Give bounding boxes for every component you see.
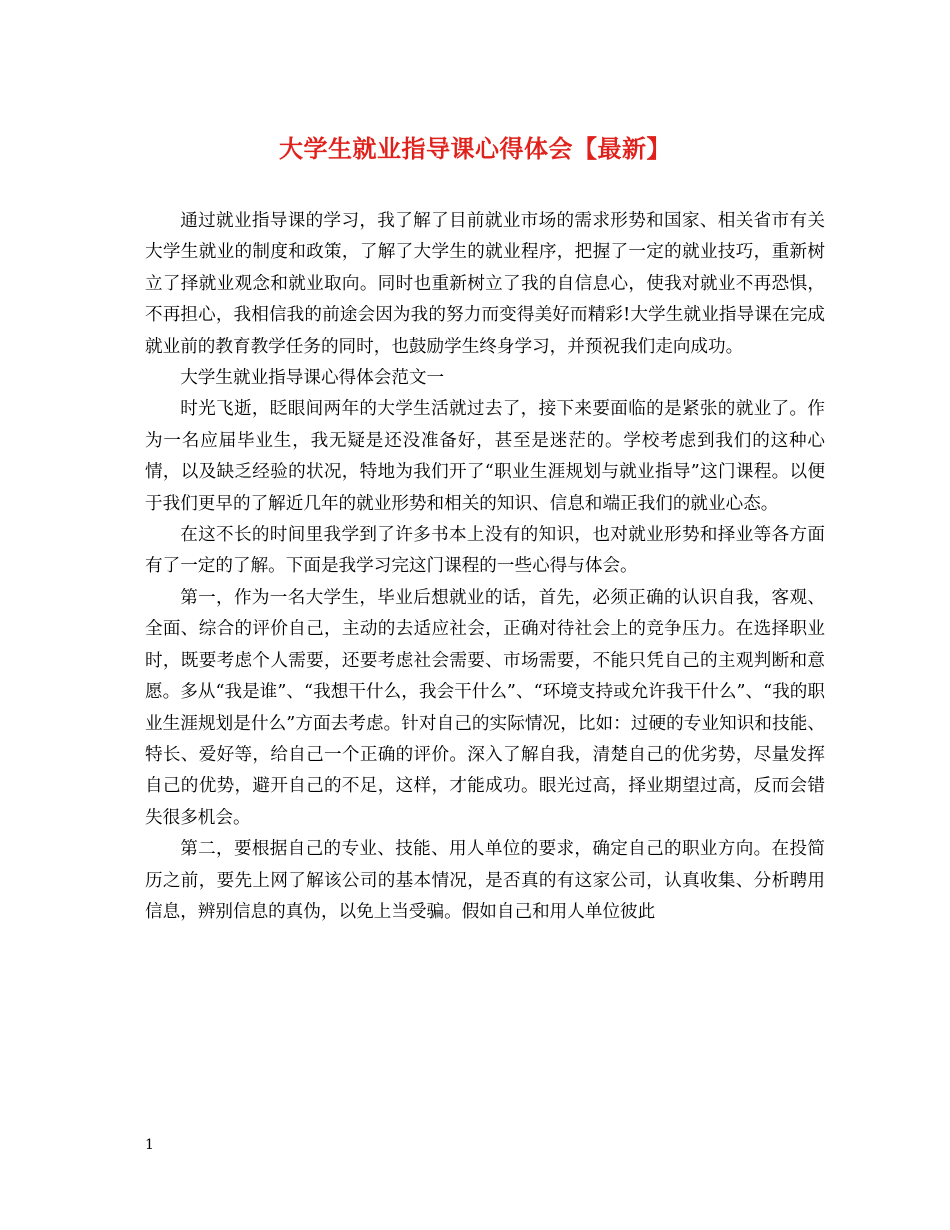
paragraph-time-flies: 时光飞逝，眨眼间两年的大学生活就过去了，接下来要面临的是紧张的就业了。作为一名应届毕业生，我无疑是还没准备好，甚至是迷茫的。学校考虑到我们的这种心情，以及缺乏经验的状况，特地为我们开了“职业生涯规划与就业指导”这门课程。以便于我们更早的了解近几年的就业形势和相关的知识、信息和端正我们的就业心态。 bbox=[145, 399, 825, 514]
paragraph-second-point: 第二，要根据自己的专业、技能、用人单位的要求，确定自己的职业方向。在投简历之前，要先上网了解该公司的基本情况，是否真的有这家公司，认真收集、分析聘用信息，辨别信息的真伪，以免上当受骗。假如自己和用人单位彼此 bbox=[145, 839, 825, 922]
document-body bbox=[145, 206, 825, 928]
paragraph-subheading: 大学生就业指导课心得体会范文一 bbox=[180, 368, 445, 389]
paragraph-learned: 在这不长的时间里我学到了许多书本上没有的知识，也对就业形势和择业等各方面有了一定的了解。下面是我学习完这门课程的一些心得与体会。 bbox=[145, 525, 825, 577]
page-number: 1 bbox=[145, 1137, 154, 1153]
paragraph-first-point: 第一，作为一名大学生，毕业后想就业的话，首先，必须正确的认识自我，客观、全面、综合的评价自己，主动的去适应社会，正确对待社会上的竞争压力。在选择职业时，既要考虑个人需要，还要考虑社会需要、市场需要，不能只凭自己的主观判断和意愿。多从“我是谁”、“我想干什么，我会干什么”、“环境支持或允许我干什么”、“我的职业生涯规划是什么”方面去考虑。针对自己的实际情况，比如：过硬的专业知识和技能、特长、爱好等，给自己一个正确的评价。深入了解自我，清楚自己的优劣势，尽量发挥自己的优势，避开自己的不足，这样，才能成功。眼光过高，择业期望过高，反而会错失很多机会。 bbox=[145, 587, 825, 828]
document-title: 大学生就业指导课心得体会【最新】 bbox=[279, 134, 671, 163]
paragraph-intro: 通过就业指导课的学习，我了解了目前就业市场的需求形势和国家、相关省市有关大学生就业的制度和政策，了解了大学生的就业程序，把握了一定的就业技巧，重新树立了择就业观念和就业取向。同时也重新树立了我的自信息心，使我对就业不再恐惧，不再担心，我相信我的前途会因为我的努力而变得美好而精彩!大学生就业指导课在完成就业前的教育教学任务的同时，也鼓励学生终身学习，并预祝我们走向成功。 bbox=[145, 211, 825, 357]
